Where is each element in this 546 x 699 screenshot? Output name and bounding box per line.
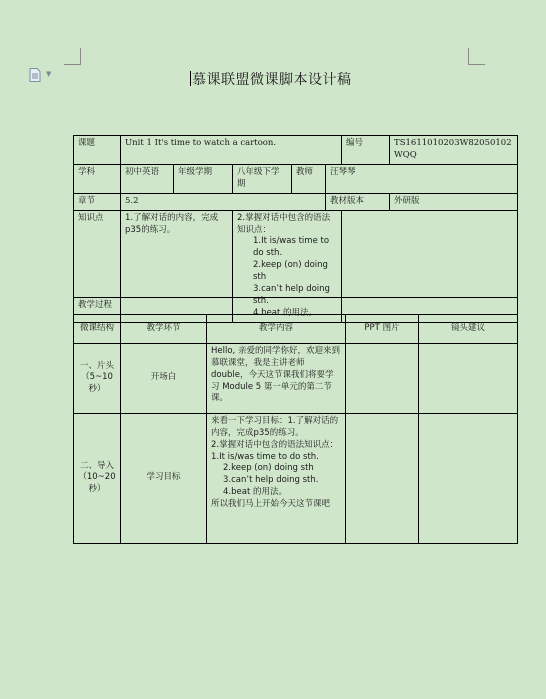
document-title[interactable] [190,69,352,89]
row-stage[interactable]: 学习目标 [121,413,207,543]
content-line: 3.can’t help doing sth. [223,475,319,486]
topic-label: 课题 [74,136,121,165]
process-header-row [74,314,518,343]
teacher-value[interactable]: 汪琴琴 [326,165,518,194]
row-ppt[interactable] [346,413,419,543]
content-line: 4.beat 的用法。 [223,487,287,498]
topic-row [74,136,518,165]
subject-row [74,165,518,194]
document-icon[interactable] [29,68,41,82]
row-camera[interactable] [419,343,518,413]
header-content: 教学内容 [207,314,346,343]
process-section-row [74,298,518,315]
chapter-row [74,193,518,210]
info-table [73,135,518,323]
document-title-text: 慕课联盟微课脚本设计稿 [192,72,352,88]
row-stage[interactable]: 开场白 [121,343,207,413]
edition-label: 教材版本 [326,193,390,210]
row-ppt[interactable] [346,343,419,413]
topic-value[interactable]: Unit 1 It's time to watch a cartoon. [121,136,342,165]
row-structure[interactable]: 一、片头（5~10秒） [74,343,121,413]
process-section-label: 教学过程 [74,298,518,315]
header-camera: 镜头建议 [419,314,518,343]
knowledge-item: 1.It is/was time to do sth. [253,236,330,259]
edition-value[interactable]: 外研版 [390,193,518,210]
row-camera[interactable] [419,413,518,543]
page-corner-mark-top-left [64,48,81,65]
header-ppt: PPT 图片 [346,314,419,343]
content-line: 2.keep (on) doing sth [223,463,314,474]
content-line: 2.掌握对话中包含的语法知识点：1.It is/was time to do sth. [211,439,339,462]
knowledge-item: 3.can’t help doing sth. [253,284,330,306]
header-structure: 微课结构 [74,314,121,343]
row-content[interactable] [207,413,346,543]
row-content[interactable]: Hello, 亲爱的同学你好，欢迎来到慕联课堂，我是主讲老师double，今天这节课我们将要学习 Module 5 第一单元的第二节课。 [207,343,346,413]
chapter-label: 章节 [74,193,121,210]
row-structure[interactable]: 二、导入（10~20秒） [74,413,121,543]
knowledge-item: 4.beat 的用法。 [253,307,317,318]
subject-label: 学科 [74,165,121,194]
grade-value[interactable]: 八年级下学期 [233,165,292,194]
teacher-label: 教师 [292,165,326,194]
knowledge-point-1[interactable]: 1.了解对话的内容，完成p35的练习。 [121,210,233,322]
chapter-value[interactable]: 5.2 [121,193,326,210]
process-row-intro [74,343,518,413]
grade-label: 年级学期 [174,165,233,194]
text-cursor [190,71,191,86]
process-table [73,297,518,544]
knowledge-point-2-head: 2.掌握对话中包含的语法知识点： [237,212,331,235]
page-corner-mark-top-right [468,48,485,65]
number-label: 编号 [342,136,390,165]
content-line: 来看一下学习目标：1.了解对话的内容，完成p35的练习。 [211,415,339,438]
process-row-lead-in [74,413,518,543]
knowledge-item: 2.keep (on) doing sth [253,260,328,283]
number-value[interactable]: TS1611010203W82050102WQQ [390,136,518,165]
header-stage: 教学环节 [121,314,207,343]
content-line: 所以我们马上开始今天这节课吧 [211,499,331,510]
knowledge-label: 知识点 [74,210,121,322]
chevron-down-icon[interactable]: ▼ [46,70,52,78]
subject-value[interactable]: 初中英语 [121,165,174,194]
